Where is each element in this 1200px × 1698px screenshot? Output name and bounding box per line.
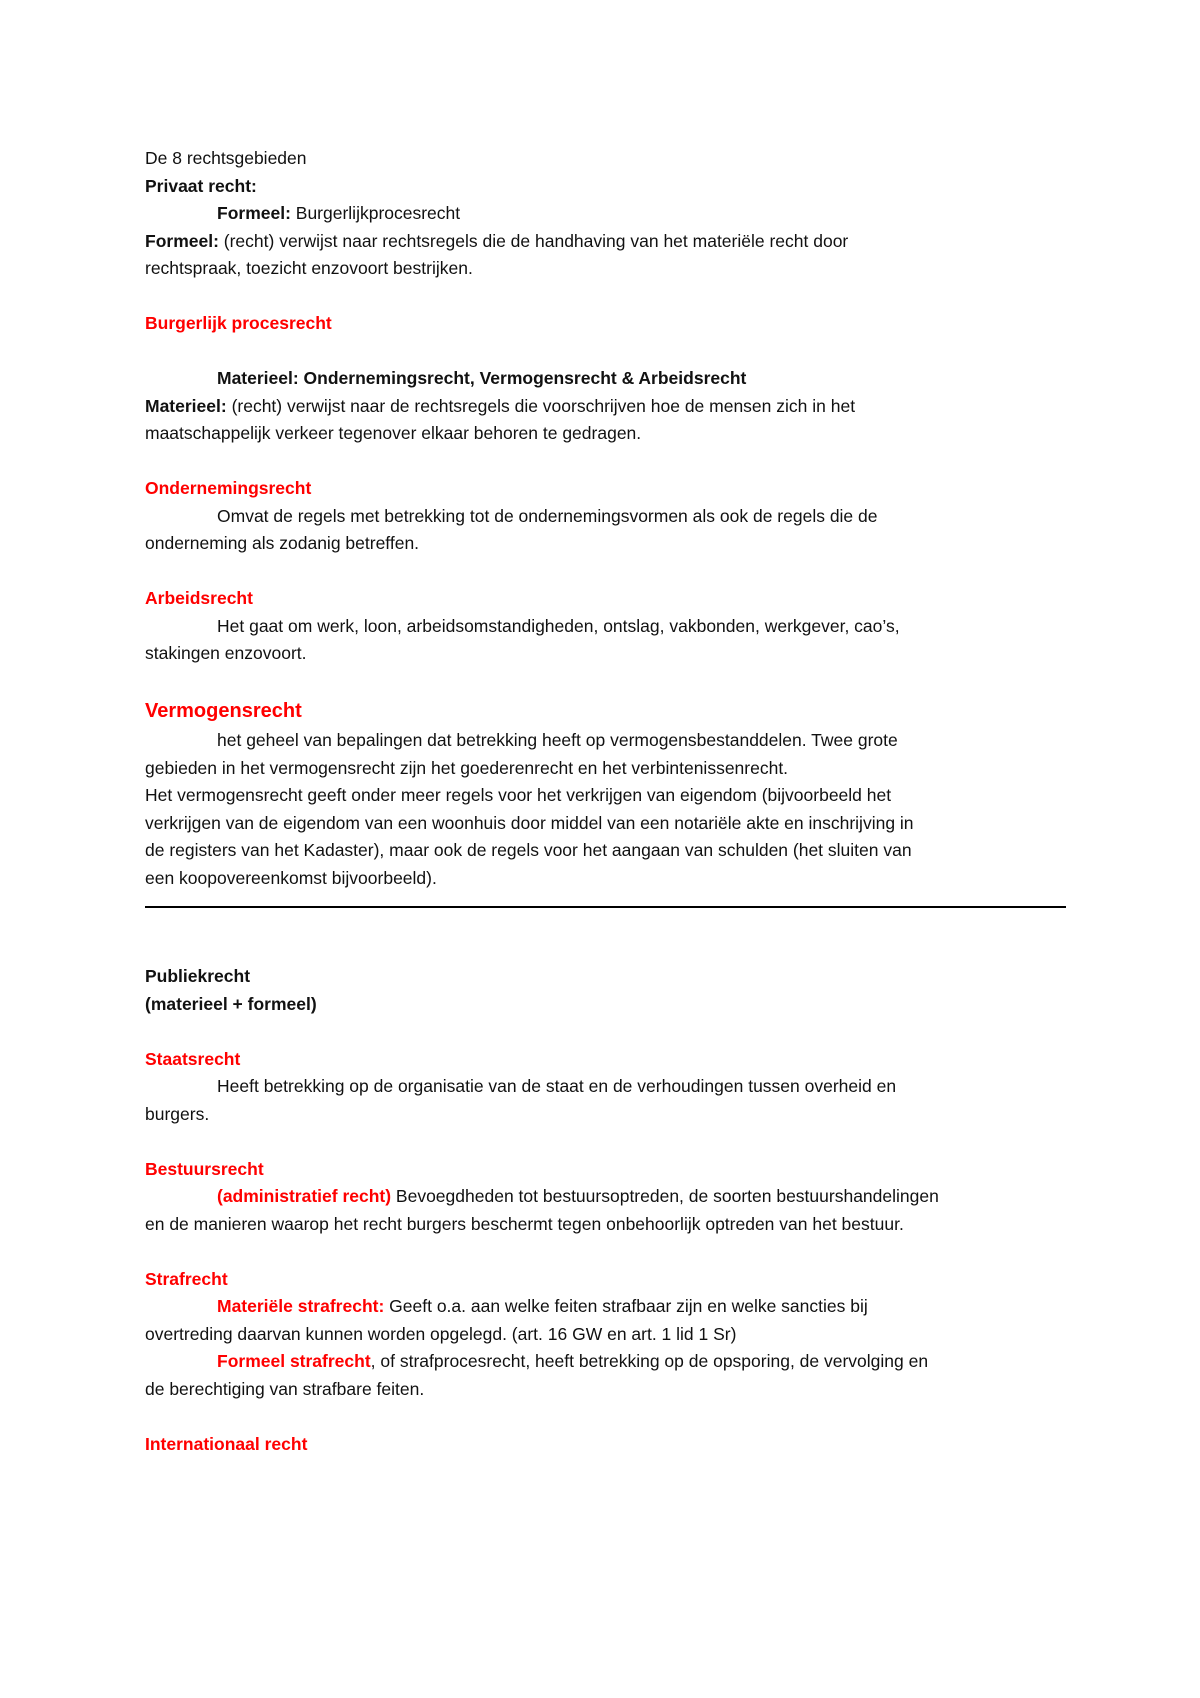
bestuursrecht-text: Bevoegdheden tot bestuursoptreden, de soorten bestuurshandelingen	[391, 1186, 939, 1206]
spacer	[145, 1128, 1065, 1156]
document-title: De 8 rechtsgebieden	[145, 148, 307, 168]
spacer	[145, 558, 1065, 586]
materieel-strafrecht-line2: overtreding daarvan kunnen worden opgelegd. (art. 16 GW en art. 1 lid 1 Sr)	[145, 1323, 737, 1344]
formeel-strafrecht-line1	[145, 1348, 1065, 1376]
formeel-line	[145, 200, 1065, 228]
vermogensrecht-line2: gebieden in het vermogensrecht zijn het goederenrecht en het verbintenissenrecht.	[145, 757, 789, 778]
materieel-subheading: Materieel: Ondernemingsrecht, Vermogensrecht & Arbeidsrecht	[217, 368, 747, 388]
formeel-def-label: Formeel:	[145, 230, 219, 251]
section-heading-privaat: Privaat recht:	[145, 175, 257, 196]
bestuursrecht-label: (administratief recht)	[217, 1186, 392, 1206]
bestuursrecht-line1	[145, 1183, 1065, 1211]
vermogensrecht-line1: het geheel van bepalingen dat betrekking heeft op vermogensbestanddelen. Twee grote	[217, 730, 898, 750]
vermogensrecht-line4: verkrijgen van de eigendom van een woonhuis door middel van een notariële akte en inschrijving in	[145, 812, 914, 833]
heading-arbeidsrecht: Arbeidsrecht	[145, 588, 253, 608]
vermogensrecht-line6: een koopovereenkomst bijvoorbeeld).	[145, 867, 437, 888]
heading-staatsrecht: Staatsrecht	[145, 1048, 241, 1069]
spacer	[145, 448, 1065, 476]
formeel-def-text: (recht) verwijst naar rechtsregels die de handhaving van het materiële recht door	[218, 230, 849, 251]
materieel-def-label: Materieel:	[145, 395, 227, 416]
vermogensrecht-line3: Het vermogensrecht geeft onder meer regels voor het verkrijgen van eigendom (bijvoorbeeld het	[145, 785, 892, 805]
formeel-strafrecht-label: Formeel strafrecht	[217, 1351, 371, 1371]
formeel-label: Formeel:	[217, 203, 291, 223]
formeel-definition-line2: rechtspraak, toezicht enzovoort bestrijken.	[145, 258, 473, 278]
publiekrecht-subheading: (materieel + formeel)	[145, 993, 317, 1014]
spacer	[145, 1018, 1065, 1046]
materieel-definition-line1	[145, 393, 1065, 421]
materieel-definition-line2: maatschappelijk verkeer tegenover elkaar behoren te gedragen.	[145, 423, 642, 443]
ondernemingsrecht-line1: Omvat de regels met betrekking tot de ondernemingsvormen als ook de regels die de	[217, 505, 878, 526]
staatsrecht-line1: Heeft betrekking op de organisatie van de staat en de verhoudingen tussen overheid en	[217, 1076, 897, 1096]
heading-strafrecht: Strafrecht	[145, 1268, 228, 1289]
heading-bestuursrecht: Bestuursrecht	[145, 1158, 264, 1179]
bestuursrecht-line2: en de manieren waarop het recht burgers beschermt tegen onbehoorlijk optreden van het bestuur.	[145, 1213, 904, 1234]
heading-ondernemingsrecht: Ondernemingsrecht	[145, 478, 312, 498]
spacer	[145, 936, 1065, 964]
spacer	[145, 283, 1065, 311]
formeel-value: Burgerlijkprocesrecht	[290, 203, 461, 223]
formeel-strafrecht-line2: de berechtiging van strafbare feiten.	[145, 1378, 425, 1399]
heading-vermogensrecht: Vermogensrecht	[145, 700, 302, 722]
materieel-strafrecht-label: Materiële strafrecht:	[217, 1296, 385, 1316]
document-page	[145, 145, 1065, 1458]
spacer	[145, 908, 1065, 936]
heading-internationaal-recht: Internationaal recht	[145, 1433, 308, 1454]
materieel-def-text: (recht) verwijst naar de rechtsregels die voorschrijven hoe de mensen zich in het	[226, 395, 856, 416]
materieel-strafrecht-text: Geeft o.a. aan welke feiten strafbaar zijn en welke sancties bij	[384, 1296, 868, 1316]
vermogensrecht-line5: de registers van het Kadaster), maar ook de regels voor het aangaan van schulden (het sluiten van	[145, 840, 912, 860]
heading-burgerlijk-procesrecht: Burgerlijk procesrecht	[145, 313, 332, 333]
ondernemingsrecht-line2: onderneming als zodanig betreffen.	[145, 533, 420, 553]
spacer	[145, 1403, 1065, 1431]
formeel-strafrecht-text: , of strafprocesrecht, heeft betrekking op de opsporing, de vervolging en	[370, 1351, 929, 1371]
arbeidsrecht-line2: stakingen enzovoort.	[145, 643, 307, 663]
materieel-strafrecht-line1	[145, 1293, 1065, 1321]
spacer	[145, 338, 1065, 366]
spacer	[145, 668, 1065, 696]
spacer	[145, 1238, 1065, 1266]
section-heading-publiekrecht: Publiekrecht	[145, 966, 251, 986]
arbeidsrecht-line1: Het gaat om werk, loon, arbeidsomstandigheden, ontslag, vakbonden, werkgever, cao’s,	[217, 615, 900, 636]
formeel-definition-line1	[145, 228, 1065, 256]
staatsrecht-line2: burgers.	[145, 1103, 210, 1124]
